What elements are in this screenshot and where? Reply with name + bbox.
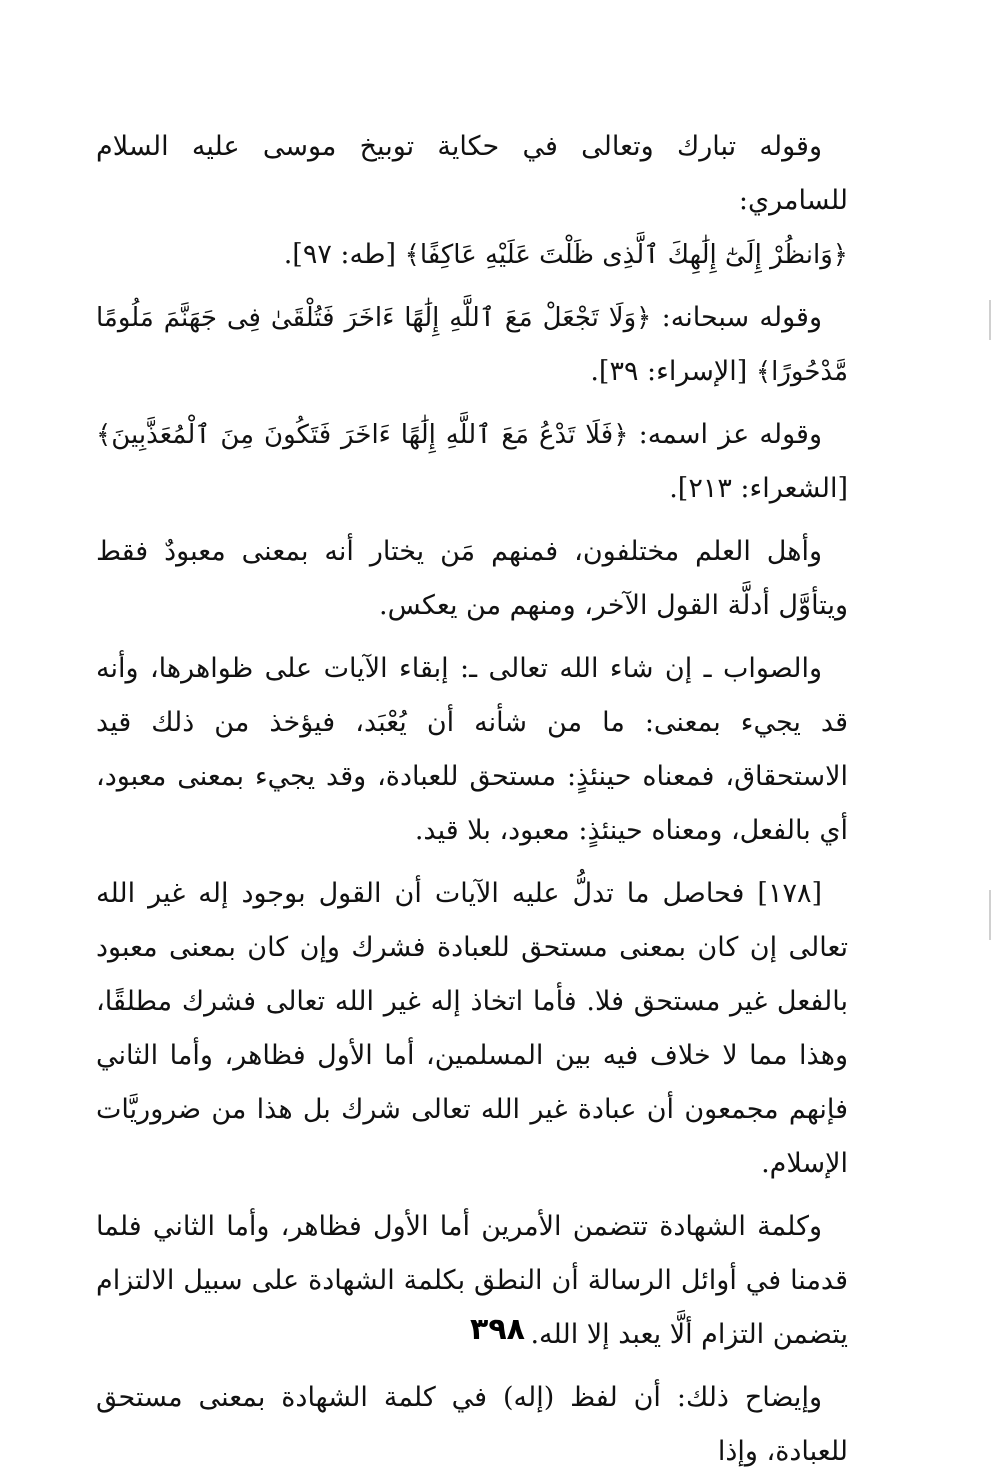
paragraph-6: [١٧٨] فحاصل ما تدلُّ عليه الآيات أن القول بوجود إله غير الله تعالى إن كان بمعنى مستحق للعبادة فشرك وإن كان بمعنى معبود بالفعل غير مستحق فلا. فأما اتخاذ إله غير الله تعالى فشرك مطلقًا، وهذا مما لا خلاف فيه بين المسلمين، أما الأول فظاهر، وأما الثاني فإنهم مجمعون أن عبادة غير الله تعالى شرك بل هذا من ضروريَّات الإسلام. xyxy=(96,878,848,1179)
page-number: ٣٩٨ xyxy=(470,1312,525,1347)
paragraph-8: وإيضاح ذلك: أن لفظ (إله) في كلمة الشهادة بمعنى مستحق للعبادة، وإذا xyxy=(96,1382,848,1467)
paragraph-1 xyxy=(96,120,848,282)
verse-ref-isra: [الإسراء: ٣٩]. xyxy=(590,356,748,387)
paragraph-2-lead: وقوله سبحانه: xyxy=(661,302,822,333)
quran-verse-shuara: ﴿فَلَا تَدْعُ مَعَ ٱللَّهِ إِلَٰهًا ءَاخَرَ فَتَكُونَ مِنَ ٱلْمُعَذَّبِينَ﴾ xyxy=(96,420,629,450)
paragraph-3 xyxy=(96,408,848,516)
quran-verse-taha: ﴿وَانظُرْ إِلَىٰٓ إِلَٰهِكَ ٱلَّذِى ظَلْتَ عَلَيْهِ عَاكِفًا﴾ xyxy=(404,240,848,270)
scan-edge-mark xyxy=(989,300,991,340)
paragraph-7: وكلمة الشهادة تتضمن الأمرين أما الأول فظاهر، وأما الثاني فلما قدمنا في أوائل الرسالة أن النطق بكلمة الشهادة على سبيل الالتزام يتضمن التزام ألَّا يعبد إلا الله. xyxy=(96,1211,848,1350)
paragraph-3-lead: وقوله عز اسمه: xyxy=(638,419,822,450)
quran-verse-isra: ﴿وَلَا تَجْعَلْ مَعَ ٱللَّهِ إِلَٰهًا ءَاخَرَ فَتُلْقَىٰ فِى جَهَنَّمَ مَلُومًا مَّدْحُورًا﴾ xyxy=(96,303,848,387)
paragraph-2 xyxy=(96,291,848,399)
verse-ref-taha: [طه: ٩٧]. xyxy=(283,239,397,270)
paragraph-1-text: وقوله تبارك وتعالى في حكاية توبيخ موسى عليه السلام للسامري: xyxy=(96,131,848,216)
paragraph-5: والصواب ـ إن شاء الله تعالى ـ: إبقاء الآيات على ظواهرها، وأنه قد يجيء بمعنى: ما من شأنه أن يُعْبَد، فيؤخذ من ذلك قيد الاستحقاق، فمعناه حينئذٍ: مستحق للعبادة، وقد يجيء بمعنى معبود، أي بالفعل، ومعناه حينئذٍ: معبود، بلا قيد. xyxy=(96,653,848,846)
verse-ref-shuara: [الشعراء: ٢١٣]. xyxy=(669,473,848,504)
scan-edge-mark xyxy=(989,890,991,940)
book-page xyxy=(96,120,848,1467)
paragraph-4: وأهل العلم مختلفون، فمنهم مَن يختار أنه بمعنى معبودٌ فقط ويتأوَّل أدلَّة القول الآخر، ومنهم من يعكس. xyxy=(96,536,848,621)
